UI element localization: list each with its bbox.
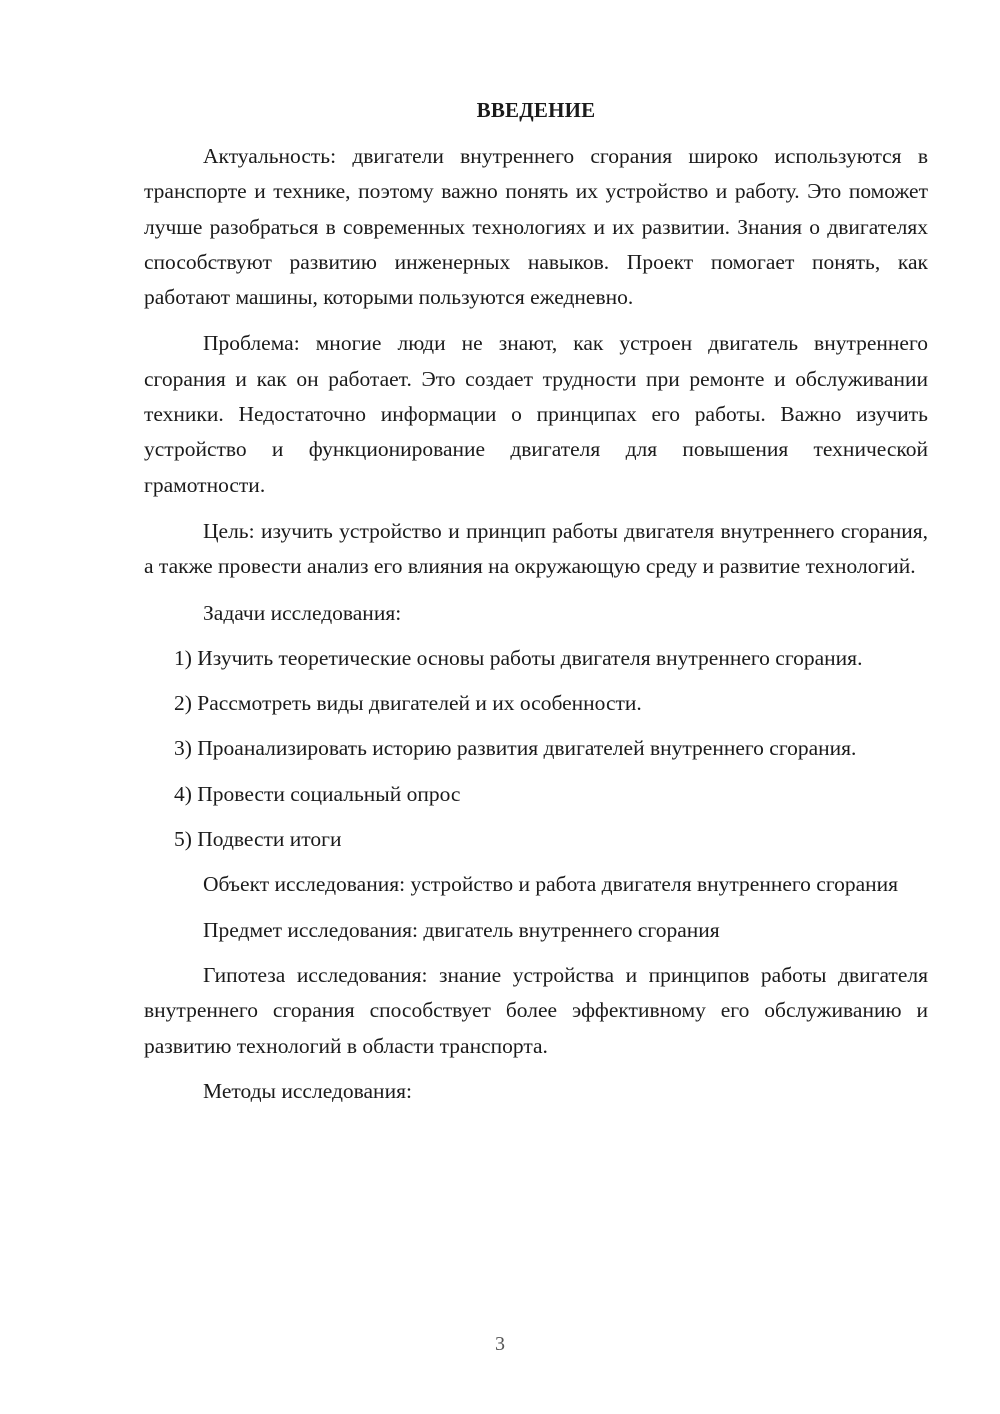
tasks-heading: Задачи исследования: [203, 600, 402, 625]
tasks-list [144, 641, 928, 857]
list-item: 5) Подвести итоги [174, 827, 342, 852]
list-item: 3) Проанализировать историю развития двигателей внутреннего сгорания. [174, 736, 857, 761]
methods-heading: Методы исследования: [203, 1078, 412, 1103]
problem-paragraph: Проблема: многие люди не знают, как устроен двигатель внутреннего сгорания и как он работает. Это создает трудности при ремонте и обслуживании техники. Недостаточно информации о принципах его работы. Важно изучить устройство и функционирование двигателя для повышения технической грамотности. [144, 331, 928, 497]
goal-paragraph: Цель: изучить устройство и принцип работы двигателя внутреннего сгорания, а также провести анализ его влияния на окружающую среду и развитие технологий. [144, 518, 928, 579]
subject-paragraph: Предмет исследования: двигатель внутреннего сгорания [203, 917, 720, 942]
relevance-paragraph: Актуальность: двигатели внутреннего сгорания широко используются в транспорте и технике, поэтому важно понять их устройство и работу. Это поможет лучше разобраться в современных технологиях и их развитии. Знания о двигателях способствуют развитию инженерных навыков. Проект помогает понять, как работают машины, которыми пользуются ежедневно. [144, 144, 928, 310]
list-item: 2) Рассмотреть виды двигателей и их особенности. [174, 691, 642, 716]
hypothesis-paragraph: Гипотеза исследования: знание устройства и принципов работы двигателя внутреннего сгорания способствует более эффективному его обслуживанию и развитию технологий в области транспорта. [144, 962, 928, 1058]
document-page [144, 95, 928, 1109]
list-item: 1) Изучить теоретические основы работы двигателя внутреннего сгорания. [174, 645, 863, 670]
list-item: 4) Провести социальный опрос [174, 781, 461, 806]
page-title: ВВЕДЕНИЕ [476, 98, 596, 122]
page-number: 3 [495, 1333, 505, 1355]
object-paragraph: Объект исследования: устройство и работа двигателя внутреннего сгорания [203, 872, 899, 897]
